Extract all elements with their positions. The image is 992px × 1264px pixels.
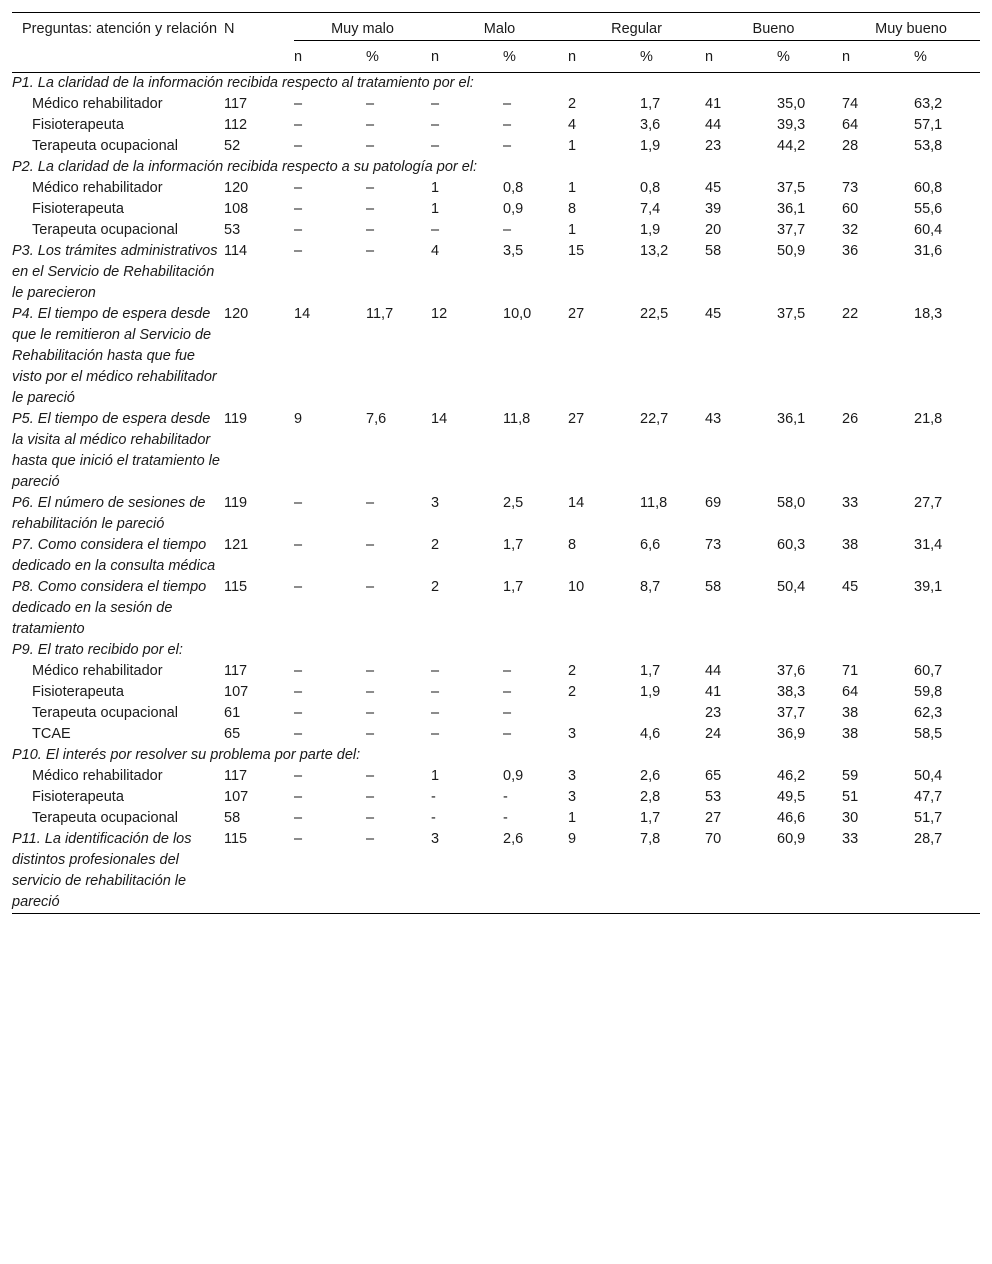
count-cell: 12 [431,306,448,322]
percent-cell: 11,8 [503,411,531,427]
count-cell: – [294,537,303,553]
count-cell: – [431,138,440,154]
percent-cell: – [366,222,375,238]
count-cell: – [294,138,303,154]
percent-cell: 60,9 [777,831,806,847]
percent-cell: 7,8 [640,831,661,847]
n-cell: 52 [224,138,241,154]
percent-cell: 31,4 [914,537,943,553]
group-header-bueno: Bueno [705,13,842,41]
item-label: Fisioterapeuta [32,201,124,217]
percent-cell: 55,6 [914,201,943,217]
percent-cell: 47,7 [914,789,943,805]
count-cell: 41 [705,684,722,700]
percent-cell: 58,5 [914,726,943,742]
percent-cell: 50,4 [777,579,806,595]
count-cell: 45 [705,180,722,196]
subheader-n: n [842,49,851,65]
item-row [12,115,980,136]
percent-cell: 0,8 [503,180,524,196]
percent-cell: 1,7 [640,96,661,112]
count-cell: – [294,243,303,259]
count-cell: – [294,96,303,112]
n-cell: 120 [224,180,249,196]
percent-cell: 21,8 [914,411,943,427]
n-column-header: N [224,21,235,37]
subheader-n: n [431,49,440,65]
count-cell: 69 [705,495,722,511]
item-row [12,787,980,808]
percent-cell: 27,7 [914,495,943,511]
count-cell: – [294,495,303,511]
percent-cell: 53,8 [914,138,943,154]
count-cell: 60 [842,201,859,217]
percent-cell: 60,4 [914,222,943,238]
item-label: Fisioterapeuta [32,117,124,133]
percent-cell: 62,3 [914,705,943,721]
percent-cell: 22,5 [640,306,669,322]
percent-cell: 63,2 [914,96,943,112]
count-cell: 43 [705,411,722,427]
count-cell: 9 [294,411,303,427]
count-cell: 27 [568,411,585,427]
n-cell: 112 [224,117,248,133]
percent-cell: 37,7 [777,705,806,721]
item-label: Terapeuta ocupacional [32,222,178,238]
percent-cell: – [366,537,375,553]
count-cell: 2 [568,96,577,112]
count-cell: – [431,222,440,238]
group-header-malo: Malo [431,13,568,41]
percent-cell: 18,3 [914,306,943,322]
percent-cell: 36,9 [777,726,806,742]
item-row [12,94,980,115]
count-cell: 20 [705,222,722,238]
count-cell: 1 [568,810,577,826]
percent-cell: 3,6 [640,117,661,133]
count-cell: 15 [568,243,585,259]
count-cell: 64 [842,117,859,133]
count-cell: 44 [705,117,722,133]
count-cell: 73 [842,180,859,196]
percent-cell: 60,7 [914,663,943,679]
percent-cell: 50,4 [914,768,943,784]
count-cell: 1 [568,138,577,154]
item-label: Terapeuta ocupacional [32,810,178,826]
count-cell: 45 [705,306,722,322]
count-cell: 9 [568,831,577,847]
percent-cell: 2,8 [640,789,661,805]
percent-cell: 1,9 [640,138,661,154]
header-row [12,13,980,41]
item-row [12,808,980,829]
count-cell: 2 [431,579,440,595]
percent-cell: 0,9 [503,201,524,217]
percent-cell: – [366,138,375,154]
percent-cell: – [366,117,375,133]
count-cell: – [294,663,303,679]
percent-cell: 28,7 [914,831,943,847]
count-cell: 59 [842,768,859,784]
count-cell: 44 [705,663,722,679]
percent-cell: 22,7 [640,411,669,427]
percent-cell: – [503,705,512,721]
count-cell: 41 [705,96,722,112]
count-cell: 1 [568,222,577,238]
n-cell: 107 [224,684,249,700]
percent-cell: – [503,726,512,742]
question-label: P5. El tiempo de espera desde la visita al médico rehabilitador hasta que inició el tratamiento le pareció [12,411,220,490]
percent-cell: 50,9 [777,243,806,259]
subheader-pct: % [914,49,927,65]
count-cell: 4 [568,117,577,133]
percent-cell: – [366,96,375,112]
question-row [12,577,980,640]
percent-cell: – [366,243,375,259]
percent-cell: 8,7 [640,579,661,595]
count-cell: 32 [842,222,859,238]
n-cell: 65 [224,726,241,742]
subheader-pct: % [503,49,516,65]
percent-cell: 11,7 [366,306,394,322]
section-row [12,157,980,178]
n-cell: 117 [224,768,248,784]
count-cell: 4 [431,243,440,259]
percent-cell: 0,9 [503,768,524,784]
item-row [12,724,980,745]
count-cell: 1 [431,180,440,196]
percent-cell [640,703,705,724]
count-cell: – [294,810,303,826]
item-label: Terapeuta ocupacional [32,138,178,154]
count-cell: – [294,831,303,847]
table-body [12,73,980,914]
question-row [12,535,980,577]
question-label: P8. Como considera el tiempo dedicado en la sesión de tratamiento [12,579,207,637]
item-row [12,199,980,220]
count-cell: – [294,705,303,721]
percent-cell: 1,7 [640,810,661,826]
count-cell: 2 [431,537,440,553]
percent-cell: 46,2 [777,768,806,784]
count-cell: – [294,726,303,742]
n-cell: 108 [224,201,249,217]
count-cell: 14 [568,495,585,511]
subheader-n: n [568,49,577,65]
count-cell: 74 [842,96,859,112]
count-cell: – [431,117,440,133]
count-cell: – [294,684,303,700]
n-cell: 61 [224,705,241,721]
percent-cell: 39,3 [777,117,806,133]
percent-cell: 44,2 [777,138,806,154]
percent-cell: 2,6 [503,831,524,847]
count-cell: 33 [842,831,859,847]
n-cell: 119 [224,411,248,427]
percent-cell: 31,6 [914,243,943,259]
n-cell: 114 [224,243,248,259]
group-header-muy-bueno: Muy bueno [842,13,980,41]
count-cell: 38 [842,537,859,553]
count-cell: - [431,810,436,826]
percent-cell: 37,6 [777,663,806,679]
n-cell: 117 [224,96,248,112]
item-row [12,682,980,703]
count-cell: 71 [842,663,859,679]
count-cell: 8 [568,537,577,553]
count-cell: – [294,789,303,805]
n-cell: 121 [224,537,249,553]
count-cell: 3 [431,495,440,511]
question-row [12,241,980,304]
percent-cell: 39,1 [914,579,943,595]
percent-cell: 60,8 [914,180,943,196]
percent-cell: 36,1 [777,411,806,427]
n-cell: 107 [224,789,249,805]
percent-cell: – [366,726,375,742]
count-cell: – [294,117,303,133]
percent-cell: – [366,705,375,721]
percent-cell: 4,6 [640,726,661,742]
count-cell: – [294,222,303,238]
item-row [12,220,980,241]
count-cell: – [294,768,303,784]
count-cell: 3 [431,831,440,847]
percent-cell: – [366,201,375,217]
percent-cell: 7,6 [366,411,387,427]
percent-cell: – [366,789,375,805]
count-cell: – [431,726,440,742]
count-cell: 30 [842,810,859,826]
count-cell: – [294,180,303,196]
question-column-header: Preguntas: atención y relación [22,21,218,37]
percent-cell: 10,0 [503,306,532,322]
percent-cell: – [503,138,512,154]
question-label: P3. Los trámites administrativos en el Servicio de Rehabilitación le parecieron [12,243,218,301]
section-row [12,640,980,661]
count-cell: 24 [705,726,722,742]
percent-cell: – [503,222,512,238]
count-cell: 26 [842,411,859,427]
count-cell: – [431,684,440,700]
count-cell: 38 [842,705,859,721]
count-cell: 51 [842,789,859,805]
percent-cell: – [503,96,512,112]
percent-cell: 3,5 [503,243,524,259]
percent-cell: 37,7 [777,222,806,238]
percent-cell: 59,8 [914,684,943,700]
count-cell: 2 [568,684,577,700]
percent-cell: 1,7 [503,579,524,595]
count-cell: – [294,201,303,217]
question-label: P11. La identificación de los distintos profesionales del servicio de rehabilitación le pareció [12,831,192,910]
subheader-pct: % [366,49,379,65]
percent-cell: 49,5 [777,789,806,805]
count-cell: 53 [705,789,722,805]
count-cell: 38 [842,726,859,742]
count-cell: 33 [842,495,859,511]
percent-cell: – [503,663,512,679]
percent-cell: - [503,810,508,826]
count-cell: 2 [568,663,577,679]
n-cell: 117 [224,663,248,679]
percent-cell: – [366,810,375,826]
percent-cell: 37,5 [777,306,806,322]
item-row [12,766,980,787]
count-cell: 28 [842,138,859,154]
percent-cell: – [366,495,375,511]
section-label: P1. La claridad de la información recibida respecto al tratamiento por el: [12,75,474,91]
count-cell: 23 [705,705,722,721]
n-cell: 53 [224,222,241,238]
group-header-regular: Regular [568,13,705,41]
percent-cell: – [366,768,375,784]
percent-cell: 35,0 [777,96,806,112]
count-cell: 8 [568,201,577,217]
percent-cell: 1,9 [640,684,661,700]
question-row [12,829,980,914]
count-cell: 64 [842,684,859,700]
section-row [12,745,980,766]
count-cell: – [294,579,303,595]
percent-cell: 11,8 [640,495,668,511]
percent-cell: – [503,684,512,700]
section-label: P10. El interés por resolver su problema por parte del: [12,747,361,763]
count-cell: 1 [568,180,577,196]
percent-cell: 58,0 [777,495,806,511]
n-cell: 120 [224,306,249,322]
percent-cell: 37,5 [777,180,806,196]
count-cell: 58 [705,579,722,595]
percent-cell: – [366,180,375,196]
count-cell: 14 [294,306,311,322]
count-cell: – [431,96,440,112]
subheader-pct: % [777,49,790,65]
item-row [12,178,980,199]
n-cell: 119 [224,495,248,511]
percent-cell: 38,3 [777,684,806,700]
percent-cell: 6,6 [640,537,661,553]
section-label: P2. La claridad de la información recibida respecto a su patología por el: [12,159,478,175]
count-cell: 14 [431,411,448,427]
percent-cell: – [366,831,375,847]
item-row [12,661,980,682]
count-cell: 58 [705,243,722,259]
percent-cell: 13,2 [640,243,669,259]
count-cell: 22 [842,306,859,322]
count-cell: 3 [568,726,577,742]
subheader-n: n [294,49,303,65]
question-row [12,409,980,493]
item-label: Médico rehabilitador [32,768,163,784]
group-header-muy-malo: Muy malo [294,13,431,41]
count-cell: 36 [842,243,859,259]
n-cell: 58 [224,810,241,826]
percent-cell: 2,5 [503,495,524,511]
count-cell: 27 [705,810,722,826]
item-label: Terapeuta ocupacional [32,705,178,721]
percent-cell: – [366,684,375,700]
section-label: P9. El trato recibido por el: [12,642,183,658]
count-cell: 45 [842,579,859,595]
count-cell: – [431,705,440,721]
count-cell: – [431,663,440,679]
item-row [12,136,980,157]
percent-cell: 7,4 [640,201,661,217]
count-cell: 10 [568,579,585,595]
question-row [12,304,980,409]
item-label: Médico rehabilitador [32,663,163,679]
item-label: TCAE [32,726,71,742]
count-cell: 3 [568,768,577,784]
count-cell: 27 [568,306,585,322]
question-label: P6. El número de sesiones de rehabilitación le pareció [12,495,206,532]
section-row [12,73,980,95]
percent-cell: 1,7 [640,663,661,679]
percent-cell: 51,7 [914,810,943,826]
percent-cell: 60,3 [777,537,806,553]
percent-cell: 0,8 [640,180,661,196]
subheader-n: n [705,49,714,65]
percent-cell: – [366,579,375,595]
item-label: Fisioterapeuta [32,789,124,805]
percent-cell: – [503,117,512,133]
percent-cell: 36,1 [777,201,806,217]
question-label: P4. El tiempo de espera desde que le remitieron al Servicio de Rehabilitación hasta que fue visto por el médico rehabilitador le pareció [12,306,217,406]
n-cell: 115 [224,831,248,847]
item-label: Médico rehabilitador [32,96,163,112]
question-label: P7. Como considera el tiempo dedicado en la consulta médica [12,537,216,574]
satisfaction-table [12,12,980,914]
percent-cell: 2,6 [640,768,661,784]
percent-cell: 46,6 [777,810,806,826]
percent-cell: 1,7 [503,537,524,553]
percent-cell: 1,9 [640,222,661,238]
count-cell [568,703,640,724]
question-row [12,493,980,535]
count-cell: 65 [705,768,722,784]
subheader-pct: % [640,49,653,65]
count-cell: 70 [705,831,722,847]
item-label: Fisioterapeuta [32,684,124,700]
percent-cell: 57,1 [914,117,943,133]
percent-cell: - [503,789,508,805]
count-cell: 39 [705,201,722,217]
count-cell: 73 [705,537,722,553]
count-cell: - [431,789,436,805]
count-cell: 23 [705,138,722,154]
count-cell: 3 [568,789,577,805]
item-label: Médico rehabilitador [32,180,163,196]
item-row [12,703,980,724]
percent-cell: – [366,663,375,679]
count-cell: 1 [431,768,440,784]
count-cell: 1 [431,201,440,217]
n-cell: 115 [224,579,248,595]
